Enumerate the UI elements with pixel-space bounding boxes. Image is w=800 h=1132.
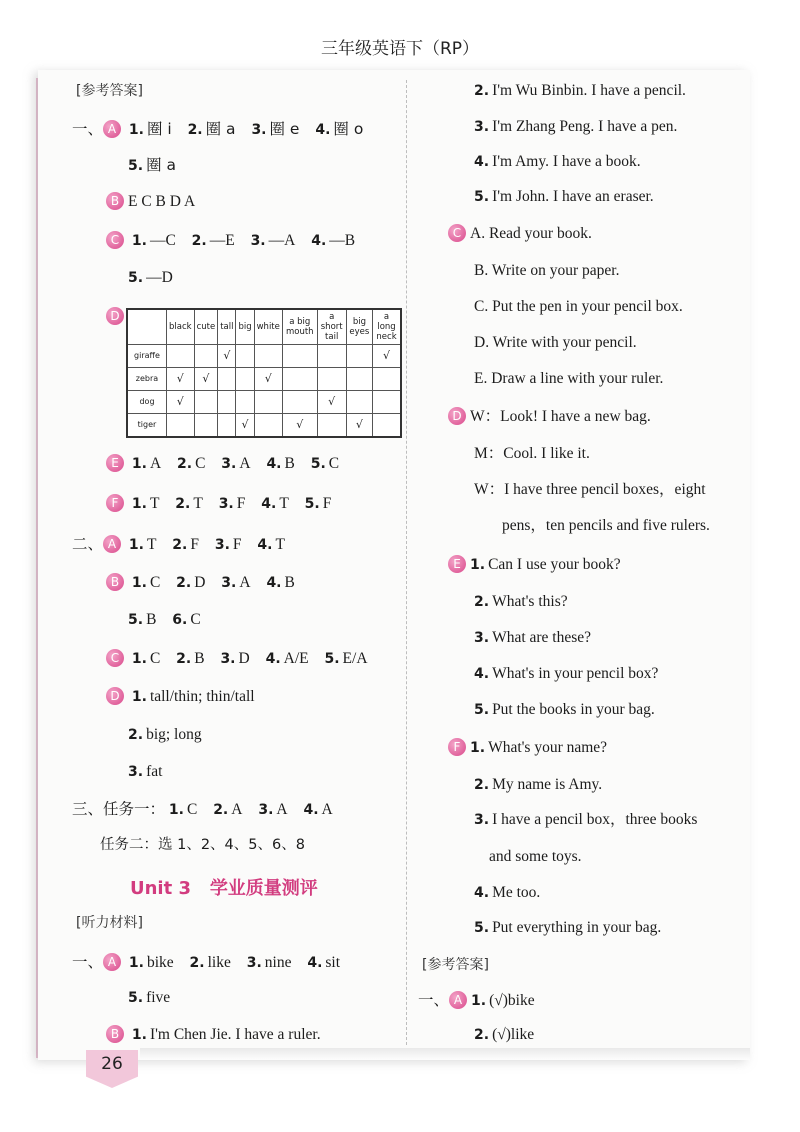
item-num: 5. — [128, 158, 144, 174]
item-text: Me too. — [492, 884, 541, 901]
table-cell: √ — [373, 345, 401, 368]
badge-a: A — [103, 535, 121, 553]
item-answer: —A — [268, 232, 296, 249]
item-num: 2. — [176, 575, 192, 591]
item-text: (√)like — [492, 1026, 535, 1043]
part-number: 一、 — [418, 991, 450, 1009]
item-answer: A — [276, 801, 288, 818]
table-header-cell: big eyes — [346, 309, 372, 345]
item-answer: A/E — [283, 650, 309, 667]
item-text: Put everything in your bag. — [492, 919, 662, 936]
answer-key-label: [参考答案] — [76, 83, 143, 99]
item-num: 4. — [266, 456, 282, 472]
u3-b-row — [106, 1024, 321, 1046]
item-answer: 圈 i — [146, 120, 172, 138]
d-line-4: pens，ten pencils and five rulers. — [502, 517, 710, 534]
item-num: 2. — [474, 777, 490, 793]
table-cell — [236, 368, 254, 391]
item-answer: A — [149, 455, 162, 472]
s1-a-row — [72, 118, 363, 141]
item-answer: 圈 a — [205, 120, 236, 138]
item-num: 1. — [131, 456, 147, 472]
e-line-5 — [474, 699, 655, 721]
table-cell — [254, 345, 282, 368]
badge-d: D — [106, 687, 124, 705]
item-text: What are these? — [492, 629, 592, 646]
item-text: What's this? — [492, 593, 568, 610]
item-text: What's your name? — [488, 739, 608, 756]
item-answer: 圈 o — [333, 120, 364, 138]
c-line-b: B. Write on your paper. — [474, 262, 620, 279]
table-cell — [373, 414, 401, 438]
item-answer: T — [149, 495, 160, 512]
item-answer: C — [149, 574, 161, 591]
item-num: 2. — [177, 456, 193, 472]
table-cell — [194, 414, 218, 438]
part-number: 一、 — [72, 120, 104, 138]
badge-b: B — [106, 573, 124, 591]
item-num: 5. — [474, 702, 490, 718]
badge-c: C — [106, 231, 124, 249]
page-paper — [38, 70, 750, 1060]
table-cell — [236, 345, 254, 368]
unit-subtitle: 学业质量测评 — [209, 878, 318, 899]
item-num: 2. — [474, 83, 490, 99]
item-answer: A — [231, 801, 243, 818]
u3-a-row2 — [128, 987, 170, 1009]
table-cell: √ — [167, 391, 195, 414]
f-line-3 — [474, 809, 697, 831]
b-line-4 — [474, 151, 641, 173]
item-answer: A — [321, 801, 333, 818]
item-num: 2. — [189, 955, 205, 971]
item-num: 1. — [131, 575, 147, 591]
f-line-5 — [474, 917, 661, 939]
table-cell: √ — [254, 368, 282, 391]
task1-label: 任务一： — [103, 800, 166, 818]
item-answer: 圈 e — [269, 120, 300, 138]
item-answer: A — [239, 574, 251, 591]
table-cell — [194, 391, 218, 414]
column-divider — [406, 80, 407, 1045]
item-answer: C — [195, 455, 206, 472]
item-num: 1. — [128, 955, 144, 971]
f-line-3b: and some toys. — [489, 848, 582, 865]
table-cell — [282, 368, 317, 391]
item-num: 5. — [474, 189, 490, 205]
item-num: 3. — [251, 122, 267, 138]
item-answer: B — [194, 650, 205, 667]
table-header-cell: cute — [194, 309, 218, 345]
item-num: 2. — [176, 651, 192, 667]
item-num: 5. — [474, 920, 490, 936]
item-num: 3. — [250, 233, 266, 249]
item-num: 1. — [128, 537, 144, 553]
table-cell — [317, 368, 346, 391]
item-num: 3. — [474, 630, 490, 646]
badge-b: B — [106, 192, 124, 210]
badge-d: D — [448, 407, 466, 425]
item-num: 4. — [266, 575, 282, 591]
table-header-cell: white — [254, 309, 282, 345]
u3-a-row — [72, 951, 340, 974]
item-answer: D — [194, 574, 206, 591]
item-answer: B — [146, 611, 157, 628]
item-num: 5. — [128, 990, 144, 1006]
badge-c: C — [106, 649, 124, 667]
answer-key-label-2: [参考答案] — [422, 957, 489, 973]
table-row — [127, 345, 401, 368]
s2-d-row — [106, 686, 255, 708]
item-num: 4. — [307, 955, 323, 971]
item-answer: B — [284, 574, 295, 591]
item-num: 1. — [131, 689, 147, 705]
item-answer: F — [232, 536, 242, 553]
table-header-cell: a big mouth — [282, 309, 317, 345]
s2-d-row3 — [128, 761, 162, 783]
item-num: 3. — [214, 537, 230, 553]
item-answer: E/A — [342, 650, 368, 667]
table-cell — [167, 414, 195, 438]
c-line-d: D. Write with your pencil. — [474, 334, 637, 351]
item-num: 2. — [474, 1027, 490, 1043]
table-cell — [254, 391, 282, 414]
item-num: 3. — [221, 456, 237, 472]
item-num: 2. — [128, 727, 144, 743]
item-answer: T — [279, 495, 289, 512]
item-num: 1. — [128, 122, 144, 138]
final-a-row2 — [474, 1024, 534, 1046]
table-cell — [218, 368, 236, 391]
animal-feature-table — [126, 308, 402, 438]
item-answer: sit — [325, 954, 341, 971]
table-cell — [282, 345, 317, 368]
e-line-3 — [474, 627, 591, 649]
animal-name-cell: tiger — [127, 414, 167, 438]
item-answer: big; long — [146, 726, 202, 743]
table-cell: √ — [167, 368, 195, 391]
s1-d-label — [106, 306, 128, 328]
badge-b: B — [106, 1025, 124, 1043]
d-line-1 — [448, 406, 651, 428]
s3-task2-row: 任务二：选 1、2、4、5、6、8 — [100, 837, 305, 853]
table-row — [127, 368, 401, 391]
item-num: 4. — [257, 537, 273, 553]
item-answer: T — [275, 536, 285, 553]
part-number: 二、 — [72, 535, 104, 553]
e-line-1 — [448, 554, 621, 576]
item-answer: A — [239, 455, 251, 472]
s1-b-row — [106, 191, 195, 213]
table-header-cell: black — [167, 309, 195, 345]
table-cell — [373, 391, 401, 414]
item-answer: C — [149, 650, 161, 667]
item-answer: B — [284, 455, 295, 472]
badge-c: C — [448, 224, 466, 242]
item-answer: —E — [209, 232, 235, 249]
item-answer: —C — [149, 232, 176, 249]
badge-d: D — [106, 307, 124, 325]
item-num: 1. — [131, 1027, 147, 1043]
table-cell — [373, 368, 401, 391]
item-num: 4. — [474, 885, 490, 901]
table-cell: √ — [346, 414, 372, 438]
badge-a: A — [449, 991, 467, 1009]
item-num: 5. — [310, 456, 326, 472]
item-answer: five — [146, 989, 171, 1006]
animal-name-cell: giraffe — [127, 345, 167, 368]
item-num: 2. — [175, 496, 191, 512]
item-num: 2. — [474, 594, 490, 610]
d-line-2: M：Cool. I like it. — [474, 445, 590, 462]
table-cell — [282, 391, 317, 414]
b-line-3 — [474, 116, 677, 138]
item-answer: —B — [329, 232, 356, 249]
unit-number: Unit 3 — [130, 878, 191, 899]
item-answer: F — [236, 495, 246, 512]
item-num: 4. — [474, 154, 490, 170]
table-header-cell: big — [236, 309, 254, 345]
item-num: 5. — [304, 496, 320, 512]
animal-name-cell: zebra — [127, 368, 167, 391]
table-header-cell: tall — [218, 309, 236, 345]
item-num: 2. — [187, 122, 203, 138]
item-num: 4. — [261, 496, 277, 512]
item-num: 2. — [172, 537, 188, 553]
s3-task1-row — [72, 798, 333, 821]
d-line-3: W：I have three pencil boxes，eight — [474, 481, 706, 498]
unit-title — [130, 874, 318, 900]
item-num: 3. — [218, 496, 234, 512]
order-answer: E C B D A — [128, 193, 196, 210]
item-num: 4. — [265, 651, 281, 667]
item-answer: C — [328, 455, 340, 472]
listening-material-label: [听力材料] — [76, 915, 143, 931]
item-num: 5. — [128, 612, 144, 628]
table-cell: √ — [282, 414, 317, 438]
badge-a: A — [103, 120, 121, 138]
item-answer: fat — [146, 763, 163, 780]
final-a-row — [418, 989, 535, 1012]
item-answer: like — [207, 954, 231, 971]
item-num: 1. — [470, 557, 486, 573]
table-cell: √ — [218, 345, 236, 368]
item-num: 1. — [131, 496, 147, 512]
s1-c-row — [106, 230, 355, 252]
s1-a-row2 — [128, 154, 176, 177]
c-line-c: C. Put the pen in your pencil box. — [474, 298, 683, 315]
item-text: What's in your pencil box? — [492, 665, 659, 682]
badge-e: E — [448, 555, 466, 573]
item-num: 2. — [213, 802, 229, 818]
table-cell — [346, 345, 372, 368]
item-answer: —D — [146, 269, 173, 286]
item-num: 4. — [474, 666, 490, 682]
item-answer: C — [186, 801, 198, 818]
s1-f-row — [106, 493, 331, 515]
e-line-4 — [474, 663, 658, 685]
item-text: I'm Zhang Peng. I have a pen. — [492, 118, 678, 135]
table-header-cell — [127, 309, 167, 345]
part-number: 一、 — [72, 953, 104, 971]
table-cell — [254, 414, 282, 438]
f-line-4 — [474, 882, 540, 904]
item-text: My name is Amy. — [492, 776, 603, 793]
item-answer: bike — [146, 954, 174, 971]
badge-f: F — [106, 494, 124, 512]
item-text: Can I use your book? — [488, 556, 621, 573]
s2-a-row — [72, 533, 285, 556]
item-answer: tall/thin; thin/tall — [149, 688, 255, 705]
table-row — [127, 391, 401, 414]
item-num: 1. — [470, 740, 486, 756]
table-header-row — [127, 309, 401, 345]
badge-e: E — [106, 454, 124, 472]
item-answer: C — [190, 611, 201, 628]
item-num: 4. — [311, 233, 327, 249]
item-text: I'm John. I have an eraser. — [492, 188, 654, 205]
item-num: 3. — [474, 812, 490, 828]
dialogue-text: W：Look! I have a new bag. — [470, 408, 651, 425]
item-num: 5. — [128, 270, 144, 286]
part-number: 三、 — [72, 800, 104, 818]
item-num: 3. — [220, 651, 236, 667]
page-header: 三年级英语下（RP） — [320, 39, 480, 59]
table-header-cell: a short tail — [317, 309, 346, 345]
s1-e-row — [106, 453, 339, 475]
table-cell — [317, 414, 346, 438]
animal-name-cell: dog — [127, 391, 167, 414]
table-row — [127, 414, 401, 438]
b-line-2 — [474, 80, 686, 102]
item-num: 3. — [258, 802, 274, 818]
item-answer: T — [193, 495, 203, 512]
s2-c-row — [106, 648, 368, 670]
table-cell — [218, 391, 236, 414]
item-num: 3. — [474, 119, 490, 135]
page-number: 26 — [101, 1054, 123, 1074]
item-text: Put the books in your bag. — [492, 701, 655, 718]
page-bottom-shadow — [140, 1048, 750, 1060]
item-text: I'm Wu Binbin. I have a pencil. — [492, 82, 686, 99]
item-answer: D — [238, 650, 250, 667]
item-num: 1. — [131, 651, 147, 667]
item-num: 4. — [315, 122, 331, 138]
badge-a: A — [103, 953, 121, 971]
item-num: 3. — [128, 764, 144, 780]
item-num: 2. — [191, 233, 207, 249]
item-num: 1. — [471, 993, 487, 1009]
f-line-2 — [474, 774, 602, 796]
table-cell — [317, 345, 346, 368]
item-num: 1. — [131, 233, 147, 249]
item-num: 4. — [303, 802, 319, 818]
b-line-5 — [474, 186, 654, 208]
item-answer: nine — [264, 954, 292, 971]
item-num: 3. — [246, 955, 262, 971]
item-text: (√)bike — [489, 992, 535, 1009]
table-cell: √ — [194, 368, 218, 391]
table-header-cell: a long neck — [373, 309, 401, 345]
item-num: 6. — [172, 612, 188, 628]
badge-f: F — [448, 738, 466, 756]
item-answer: I'm Chen Jie. I have a ruler. — [149, 1026, 321, 1043]
table-cell — [346, 368, 372, 391]
table-cell — [218, 414, 236, 438]
item-num: 5. — [324, 651, 340, 667]
item-text: I'm Amy. I have a book. — [492, 153, 641, 170]
item-num: 3. — [221, 575, 237, 591]
table-cell: √ — [236, 414, 254, 438]
s2-b-row2 — [128, 609, 201, 631]
s2-b-row — [106, 572, 295, 594]
item-answer: T — [146, 536, 157, 553]
table-cell — [236, 391, 254, 414]
table-cell — [346, 391, 372, 414]
c-line-e: E. Draw a line with your ruler. — [474, 370, 664, 387]
c-line-a — [448, 223, 592, 245]
item-num: 1. — [168, 802, 184, 818]
s2-d-row2 — [128, 724, 202, 746]
e-line-2 — [474, 591, 568, 613]
item-answer: F — [322, 495, 332, 512]
item-text: I have a pencil box，three books — [492, 811, 698, 828]
table-cell — [194, 345, 218, 368]
item-answer: 圈 a — [146, 156, 176, 174]
f-line-1 — [448, 737, 607, 759]
item-text: A. Read your book. — [470, 225, 592, 242]
table-cell — [167, 345, 195, 368]
item-answer: F — [190, 536, 199, 553]
table-cell: √ — [317, 391, 346, 414]
s1-c-row2 — [128, 267, 173, 289]
